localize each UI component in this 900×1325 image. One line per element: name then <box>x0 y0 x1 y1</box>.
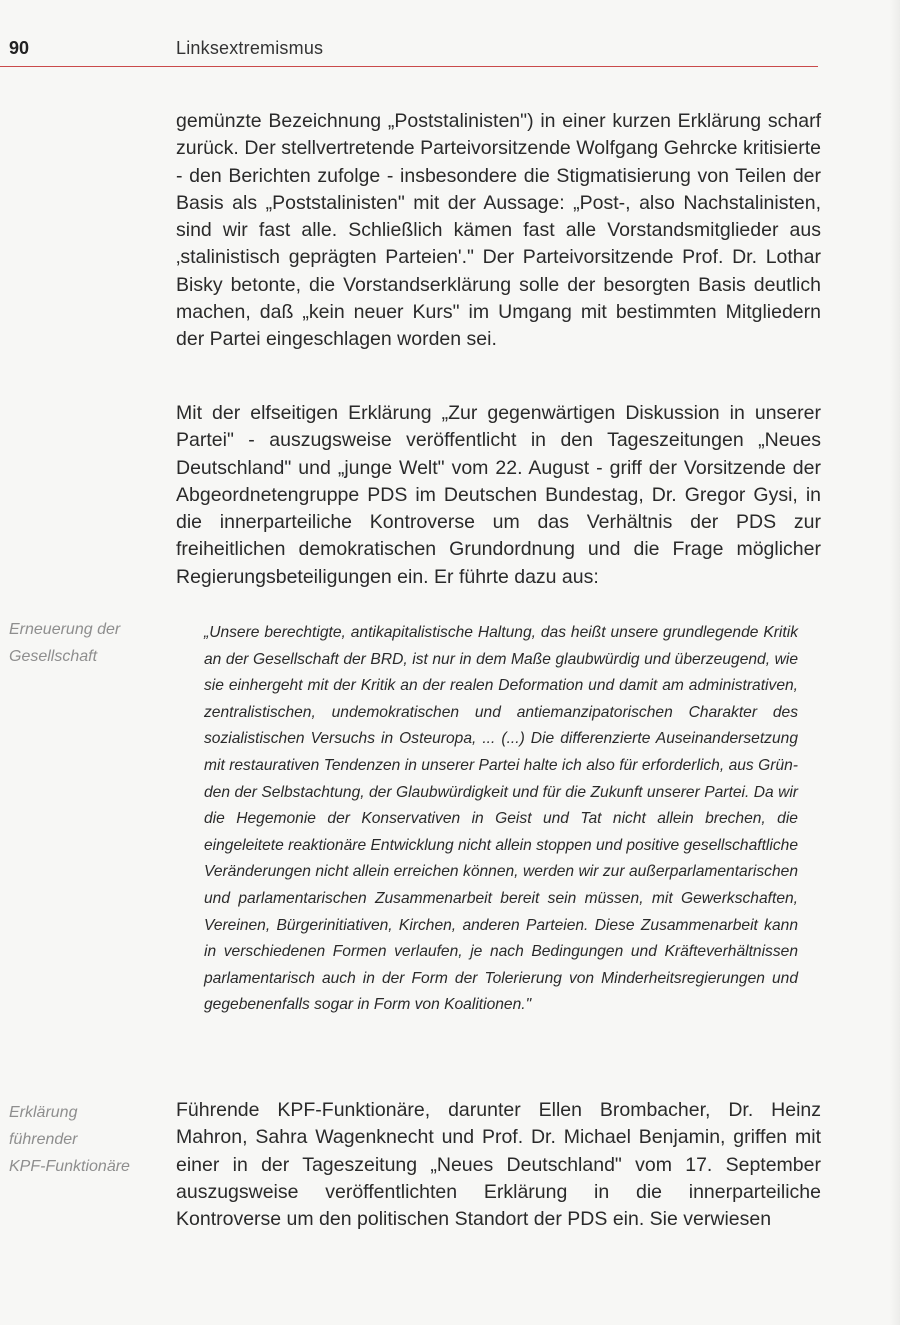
margin-note-line: Gesellschaft <box>9 648 98 665</box>
margin-note-erklaerung <box>9 1099 159 1180</box>
margin-note-line: Erneuerung der <box>9 621 121 638</box>
running-title: Linksextremismus <box>176 38 324 58</box>
page-edge-shadow <box>890 0 900 1325</box>
page-header <box>0 30 900 70</box>
margin-note-erneuerung <box>9 616 159 670</box>
margin-note-line: führender <box>9 1131 78 1148</box>
body-paragraph-2: Mit der elfseitigen Erklärung „Zur gegenwärtigen Diskussion in unserer Partei" - auszugsweise veröffentlicht in den Tageszeitungen „Neues Deutschland" und „junge Welt" vom 22. August - griff der Vorsitzende der Abgeordnetengruppe PDS im Deutschen Bundestag, Dr. Gregor Gysi, in die innerparteiliche Kontroverse um das Verhältnis der PDS zur freiheitlichen demokratischen Grundordnung und die Frage möglicher Regierungsbeteiligungen ein. Er führte dazu aus: <box>176 402 821 588</box>
body-paragraph-1: gemünzte Bezeichnung „Poststalinisten") in einer kurzen Erklärung scharf zurück. Der stellvertretende Parteivorsitzende Wolfgang Gehrcke kritisierte - den Berichten zufolge - insbesondere die Stigmatisierung von Teilen der Basis als „Poststalinisten" mit der Aussage: „Post-, also Nachstalinisten, sind wir fast alle. Schließlich kämen fast alle Vorstandsmitglieder aus ‚stalinistisch geprägten Parteien'." Der Parteivorsitzende Prof. Dr. Lothar Bisky betonte, die Vorstandserklärung solle der besorgten Basis deutlich machen, daß „kein neuer Kurs" im Umgang mit bestimmten Mitgliedern der Partei eingeschlagen worden sei. <box>176 110 821 351</box>
margin-note-line: Erklärung <box>9 1104 78 1121</box>
header-rule <box>0 66 818 67</box>
margin-note-line: KPF-Funktionäre <box>9 1158 130 1175</box>
body-paragraph-3: Führende KPF-Funktionäre, darunter Ellen Brombacher, Dr. Heinz Mahron, Sahra Wagenknecht und Prof. Dr. Michael Benjamin, griffen mit einer in der Tageszeitung „Neues Deutschland" vom 17. September auszugsweise veröffentlichten Erklärung in die innerparteiliche Kontroverse um den politischen Standort der PDS ein. Sie verwiesen <box>176 1099 821 1231</box>
block-quote: „Unsere berechtigte, antikapitalistische Haltung, das heißt unsere grundlegende Kritik an der Gesellschaft der BRD, ist nur in dem Maße glaubwürdig und überzeugend, wie sie einhergeht mit der Kritik an der realen Deformation und damit am administrativen, zentralistischen, undemokratischen und antiemanzipatorischen Charakter des sozialistischen Versuchs in Osteuropa, ... (...) Die differenzierte Auseinandersetzung mit restaurativen Tendenzen in unserer Partei halte ich also für erforderlich, aus Gründen der Selbstachtung, der Glaubwürdigkeit und für die Zukunft unserer Partei. Da wir die Hegemonie der Konservativen in Geist und Tat nicht allein brechen, die eingeleitete reaktionäre Entwicklung nicht allein stoppen und positive gesellschaftliche Veränderungen nicht allein erreichen können, werden wir zur außerparlamentarischen und parlamentarischen Zusammenarbeit bereit sein müssen, mit Gewerkschaften, Vereinen, Bürgerinitiativen, Kirchen, anderen Parteien. Diese Zusammenarbeit kann in verschiedenen Formen verlaufen, je nach Bedingungen und Kräfteverhältnissen parlamentarisch auch in der Form der Tolerierung von Minderheitsregierungen und gegebenenfalls sogar in Form von Koalitionen." <box>204 624 798 1014</box>
page-number: 90 <box>9 38 30 58</box>
